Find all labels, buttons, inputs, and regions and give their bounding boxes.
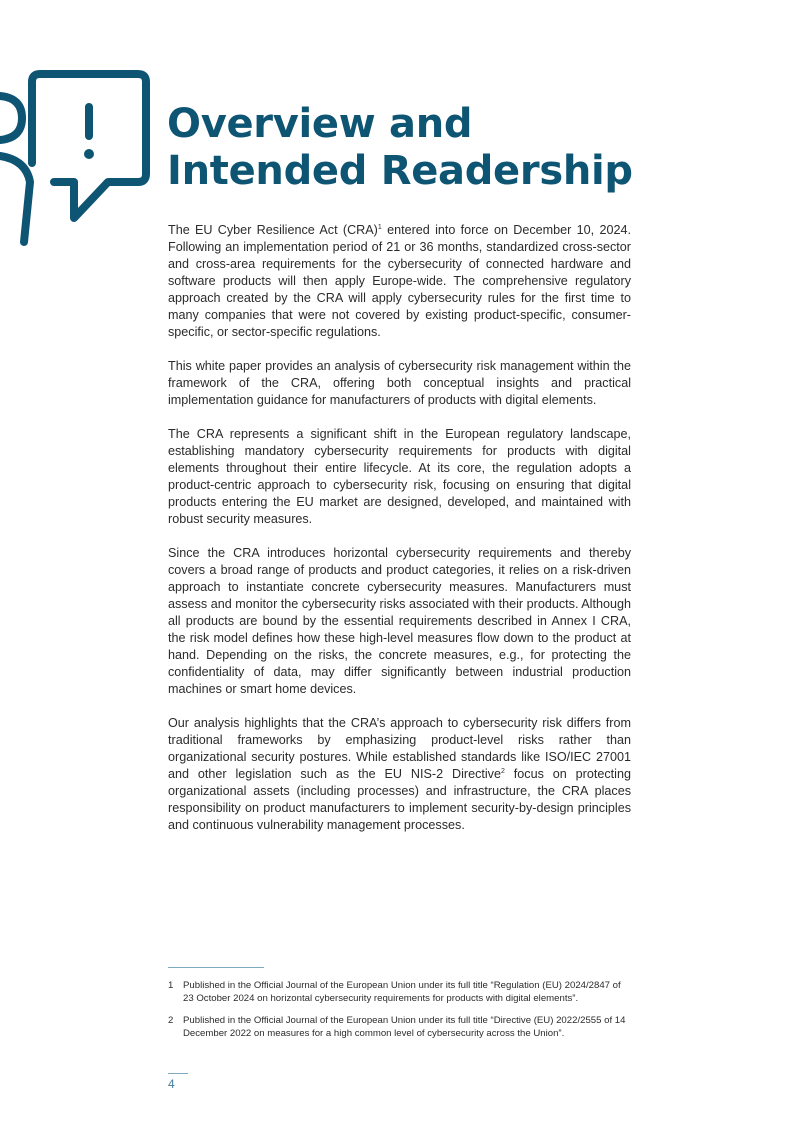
body-text	[168, 222, 631, 851]
footnote-number: 2	[168, 1015, 174, 1026]
footnote-text: Published in the Official Journal of the European Union under its full title “Directive (EU) 2022/2555 of 14 December 2022 on measures for a high common level of cybersecurity across the Union”.	[183, 1015, 626, 1039]
paragraph-3: The CRA represents a significant shift in the European regulatory landscape, establishing mandatory cybersecurity requirements for products with digital elements throughout their entire lifecycle. At its core, the regulation adopts a product-centric approach to cybersecurity risk, focusing on ensuring that digital products entering the EU market are designed, developed, and maintained with robust security measures.	[168, 427, 631, 526]
page-number: 4	[168, 1077, 175, 1091]
page-title	[167, 101, 767, 195]
speech-bubble-exclamation-person-icon	[0, 68, 152, 250]
title-line-1: Overview and	[167, 101, 473, 147]
footnotes	[168, 979, 631, 1049]
paragraph-2: This white paper provides an analysis of cybersecurity risk management within the framework of the CRA, offering both conceptual insights and practical implementation guidance for manufacturers of products with digital elements.	[168, 359, 631, 407]
paragraph-5: Our analysis highlights that the CRA’s approach to cybersecurity risk differs from traditional frameworks by emphasizing product-level risks rather than organizational security postures. While established standards like ISO/IEC 27001 and other legislation such as the EU NIS-2 Directive$^2$ focus on protecting organizational assets (including processes) and infrastructure, the CRA places responsibility on product manufacturers to implement security-by-design principles and continuous vulnerability management processes.	[168, 716, 631, 832]
footnote-number: 1	[168, 980, 174, 991]
paragraph-1: The EU Cyber Resilience Act (CRA)$^1$ entered into force on December 10, 2024. Following an implementation period of 21 or 36 months, standardized cross-sector and cross-area requirements for the cybersecurity of connected hardware and software products will then apply Europe-wide. The comprehensive regulatory approach created by the CRA will apply cybersecurity rules for the first time to many companies that were not covered by existing product-specific, consumer-specific, or sector-specific regulations.	[168, 223, 631, 339]
footnote-text: Published in the Official Journal of the European Union under its full title “Regulation (EU) 2024/2847 of 23 October 2024 on horizontal cybersecurity requirements for products with digital elements”.	[183, 980, 621, 1004]
footnote-ref-2: 2	[500, 767, 505, 775]
title-line-2: Intended Readership	[167, 148, 633, 194]
footnote-ref-1: 1	[377, 223, 382, 231]
footnote-1	[168, 979, 631, 1005]
page-number-divider	[168, 1073, 188, 1074]
paragraph-4: Since the CRA introduces horizontal cybersecurity requirements and thereby covers a broad range of products and product categories, it relies on a risk-driven approach to instantiate concrete cybersecurity measures. Manufacturers must assess and monitor the cybersecurity risks associated with their products. Although all products are bound by the essential requirements described in Annex I CRA, the risk model defines how these high-level measures flow down to the product at hand. Depending on the risks, the concrete measures, e.g., for protecting the confidentiality of data, may differ significantly between industrial production machines or smart home devices.	[168, 546, 631, 696]
footnote-2	[168, 1014, 631, 1040]
footnote-divider	[168, 967, 264, 968]
